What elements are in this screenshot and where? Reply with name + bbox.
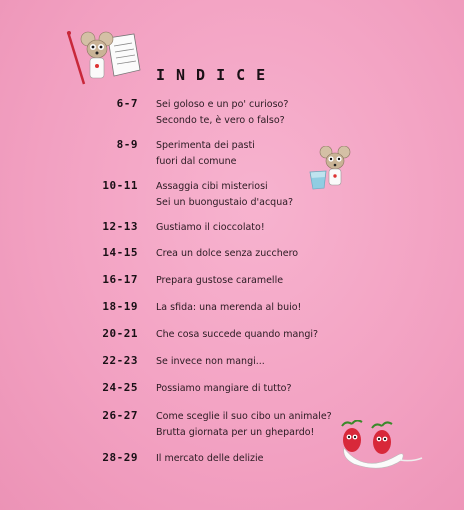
page-range: 24-25	[102, 381, 138, 394]
page-range: 16-17	[102, 273, 138, 286]
entry-title: Se invece non mangi...	[156, 356, 265, 367]
page-range: 10-11	[102, 179, 138, 192]
page-range: 14-15	[102, 246, 138, 259]
entry-title: Che cosa succede quando mangi?	[156, 329, 319, 340]
page-range: 18-19	[102, 300, 138, 313]
page-range: 22-23	[102, 354, 138, 367]
entry-subtitle: fuori dal comune	[156, 156, 237, 167]
entry-title: Il mercato delle delizie	[156, 453, 264, 464]
entry-title: La sfida: una merenda al buio!	[156, 302, 302, 313]
page-range: 6-7	[116, 97, 138, 110]
page-range: 26-27	[102, 409, 138, 422]
entry-title: Crea un dolce senza zucchero	[156, 248, 299, 259]
entry-subtitle: Sei un buongustaio d'acqua?	[156, 197, 294, 208]
entry-title: Possiamo mangiare di tutto?	[156, 383, 292, 394]
entry-title: Assaggia cibi misteriosi	[156, 181, 268, 192]
page-range: 12-13	[102, 220, 138, 233]
entry-title: Gustiamo il cioccolato!	[156, 222, 265, 233]
entry-title: Sperimenta dei pasti	[156, 140, 255, 151]
entry-title: Sei goloso e un po' curioso?	[156, 99, 289, 110]
entry-title: Prepara gustose caramelle	[156, 275, 284, 286]
index-title: INDICE	[156, 66, 277, 84]
entry-title: Come sceglie il suo cibo un animale?	[156, 411, 332, 422]
page-range: 28-29	[102, 451, 138, 464]
page-range: 20-21	[102, 327, 138, 340]
entry-subtitle: Secondo te, è vero o falso?	[156, 115, 285, 126]
entry-subtitle: Brutta giornata per un ghepardo!	[156, 427, 315, 438]
page-range: 8-9	[116, 138, 138, 151]
